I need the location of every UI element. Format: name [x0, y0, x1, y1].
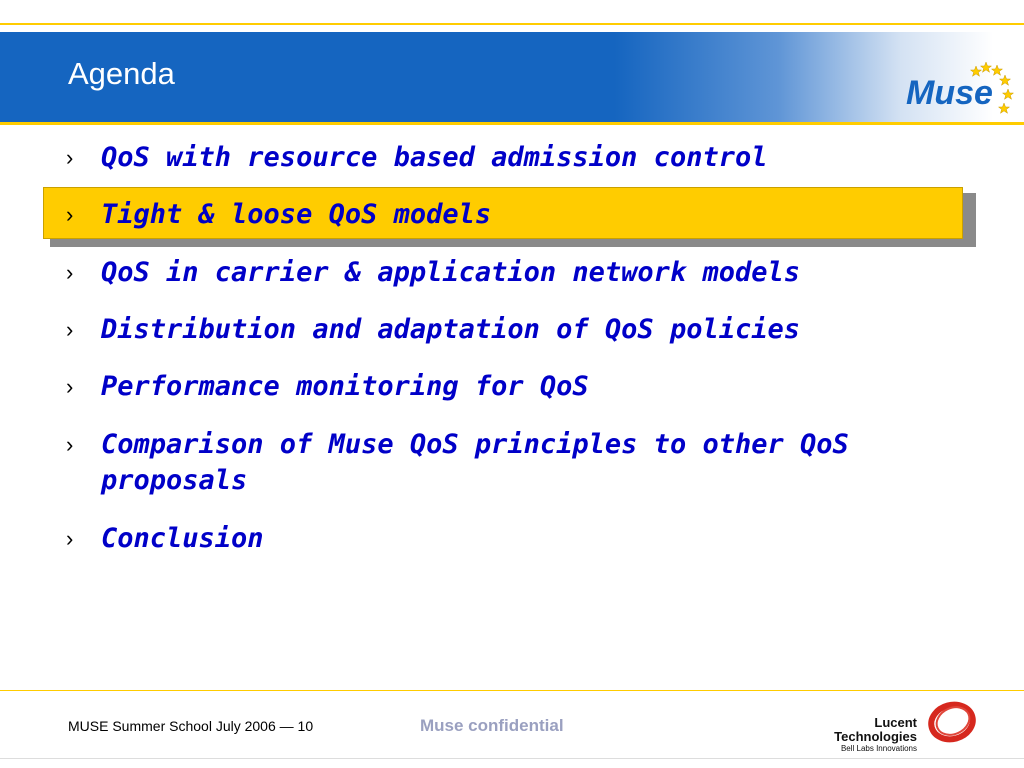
agenda-item [66, 369, 936, 405]
bullet-marker: › [66, 526, 74, 551]
agenda-item-text: Distribution and adaptation of QoS policies [101, 314, 800, 345]
agenda-item-text: Performance monitoring for QoS [101, 371, 589, 402]
lucent-logo-text [795, 716, 917, 754]
header-yellow-underline [0, 122, 1024, 125]
bullet-marker: › [66, 145, 74, 170]
footer-yellow-rule [0, 690, 1024, 691]
bullet-marker: › [66, 202, 74, 227]
agenda-item-text: QoS with resource based admission control [101, 142, 768, 173]
lucent-ring-icon [926, 700, 978, 744]
agenda-item [66, 521, 936, 557]
muse-logo-wordmark: Muse [906, 74, 993, 112]
agenda-item-highlighted [66, 197, 936, 233]
slide-title: Agenda [68, 56, 175, 91]
bullet-marker: › [66, 432, 74, 457]
agenda-item [66, 255, 936, 291]
lucent-tagline: Bell Labs Innovations [840, 744, 917, 753]
agenda-item-text: QoS in carrier & application network models [101, 257, 800, 288]
agenda-item-text: Comparison of Muse QoS principles to other QoS proposals [101, 429, 849, 496]
bullet-marker: › [66, 374, 74, 399]
agenda-item-text: Tight & loose QoS models [101, 199, 492, 230]
footer-confidential: Muse confidential [420, 716, 564, 735]
footer-event-page: MUSE Summer School July 2006 — 10 [68, 718, 314, 734]
agenda-item [66, 140, 936, 176]
agenda-item [66, 427, 946, 499]
agenda-item [66, 312, 936, 348]
top-yellow-rule [0, 23, 1024, 25]
bullet-marker: › [66, 317, 74, 342]
agenda-item-text: Conclusion [101, 523, 264, 554]
lucent-company-name: Lucent Technologies [834, 715, 917, 744]
bottom-rule [0, 758, 1024, 759]
bullet-marker: › [66, 260, 74, 285]
muse-logo [904, 58, 1016, 120]
